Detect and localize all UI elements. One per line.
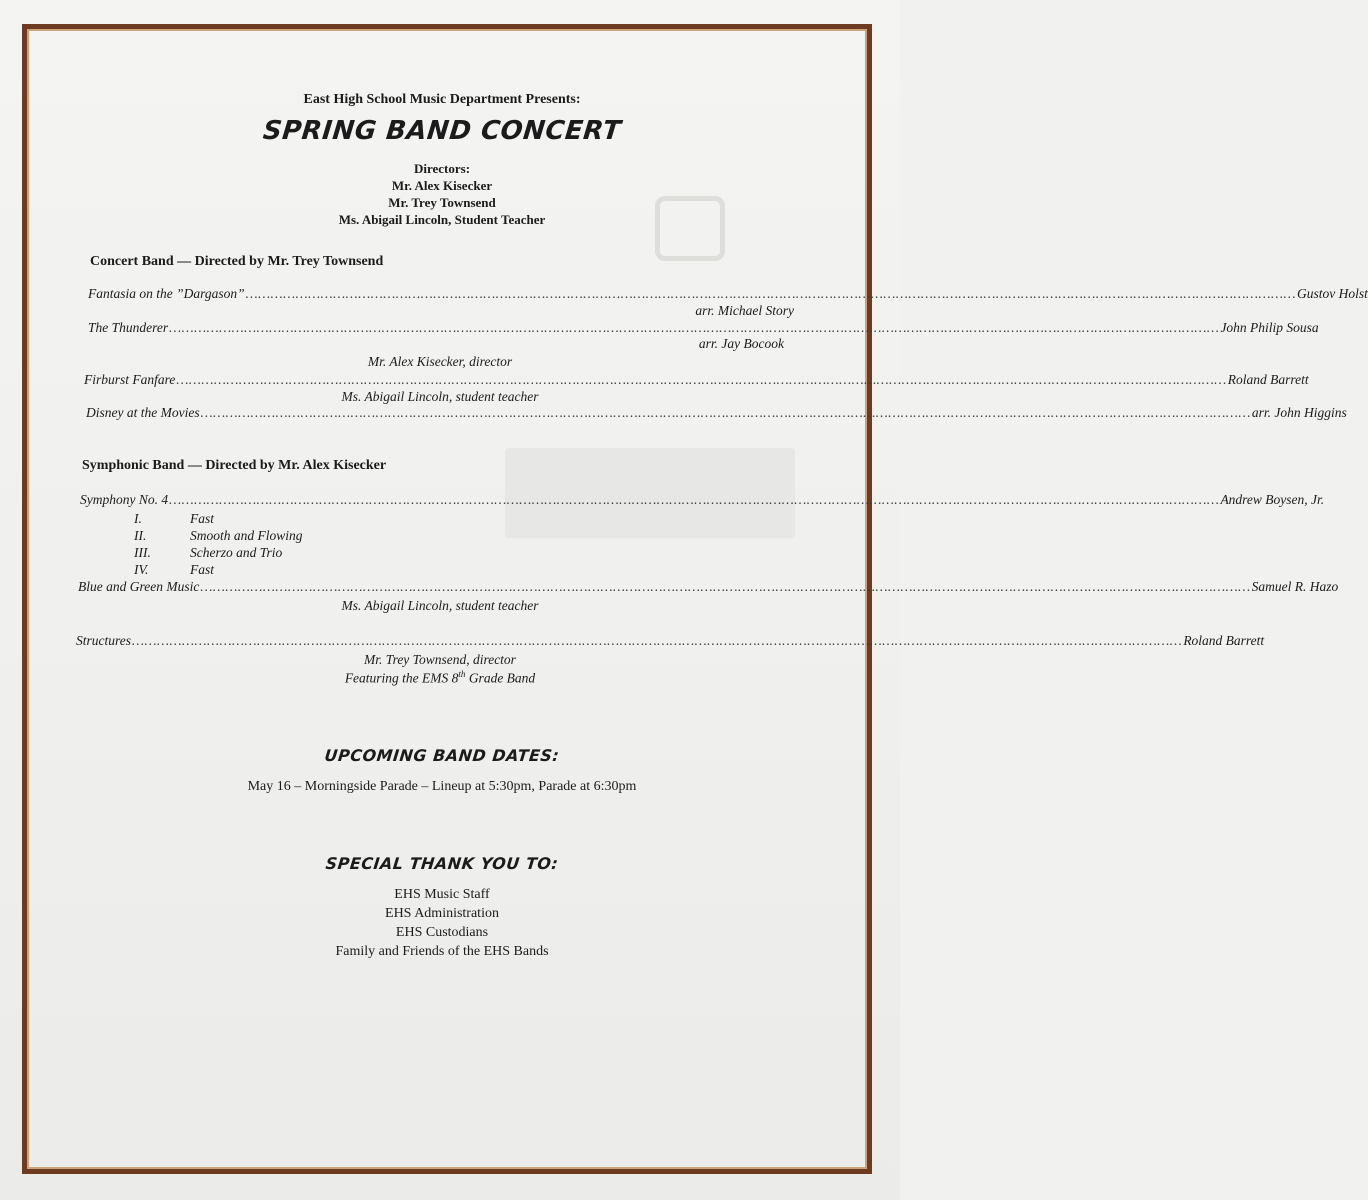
ordinal-suffix: th [458, 669, 466, 679]
leader-dots: ……………………………………………………………………………………………………………………………………………………………………………………………………………………………… [132, 633, 1183, 648]
directors-block [0, 160, 884, 228]
presents-line: East High School Music Department Presents: [303, 92, 581, 107]
piece-director-note: Mr. Alex Kisecker, director [367, 354, 513, 369]
director-name: Ms. Abigail Lincoln, Student Teacher [338, 212, 546, 227]
upcoming-event: May 16 – Morningside Parade – Lineup at 5:30pm, Parade at 6:30pm [247, 779, 637, 794]
piece-title: Firburst Fanfare [84, 372, 176, 387]
program-row [88, 320, 1319, 336]
thanks-title: SPECIAL THANK YOU TO: [324, 854, 560, 873]
piece-title: Disney at the Movies [86, 405, 200, 420]
thanks-item: EHS Administration [385, 906, 499, 921]
concert-band-heading: Concert Band — Directed by Mr. Trey Townsend [90, 254, 384, 269]
program-row [86, 405, 1347, 421]
program-row [88, 286, 1368, 302]
leader-dots: ……………………………………………………………………………………………………………………………………………………………………………………………………………………………… [245, 286, 1296, 301]
movement [134, 528, 303, 544]
piece-title: Fantasia on the ”Dargason” [88, 286, 245, 301]
piece-title: The Thunderer [88, 320, 169, 335]
program-row [84, 372, 1309, 388]
upcoming-title: UPCOMING BAND DATES: [323, 746, 561, 765]
piece-director-note: Mr. Trey Townsend, director [364, 652, 516, 667]
movement [134, 562, 214, 578]
featuring-text: Grade Band [465, 670, 536, 686]
movement-name: Fast [190, 511, 215, 526]
program-row [76, 633, 1265, 649]
piece-arranger: arr. Michael Story [695, 303, 794, 318]
leader-dots: ……………………………………………………………………………………………………………………………………………………………………………………………………………………………… [176, 372, 1227, 387]
piece-composer: Roland Barrett [1183, 633, 1265, 648]
movement [134, 511, 214, 527]
piece-composer: John Philip Sousa [1220, 320, 1319, 335]
leader-dots: ……………………………………………………………………………………………………………………………………………………………………………………………………………………………… [169, 320, 1220, 335]
movement-name: Scherzo and Trio [190, 545, 283, 560]
piece-composer: arr. John Higgins [1251, 405, 1347, 420]
piece-composer: Andrew Boysen, Jr. [1220, 492, 1325, 507]
thanks-item: Family and Friends of the EHS Bands [335, 944, 549, 959]
piece-title: Symphony No. 4 [80, 492, 169, 507]
director-name: Mr. Trey Townsend [388, 195, 496, 210]
thanks-item: EHS Music Staff [394, 887, 490, 902]
featuring-text: Featuring the EMS 8 [344, 670, 459, 686]
movement-number: III. [134, 545, 151, 560]
leader-dots: ……………………………………………………………………………………………………………………………………………………………………………………………………………………………… [200, 579, 1251, 594]
program-row [80, 492, 1325, 508]
movement-name: Smooth and Flowing [190, 528, 303, 543]
movement-number: I. [134, 511, 142, 526]
piece-composer: Samuel R. Hazo [1251, 579, 1339, 594]
leader-dots: ……………………………………………………………………………………………………………………………………………………………………………………………………………………………… [200, 405, 1251, 420]
featuring-note [280, 669, 600, 687]
piece-composer: Gustov Holst [1296, 286, 1368, 301]
thanks-item: EHS Custodians [395, 925, 489, 940]
piece-title: Structures [76, 633, 131, 648]
movement-name: Fast [190, 562, 215, 577]
directors-heading: Directors: [413, 161, 471, 176]
thanks-list [240, 885, 644, 961]
symphonic-band-heading: Symphonic Band — Directed by Mr. Alex Kisecker [82, 458, 387, 473]
movement-number: II. [134, 528, 147, 543]
piece-title: Blue and Green Music [78, 579, 200, 594]
piece-director-note: Ms. Abigail Lincoln, student teacher [341, 389, 539, 404]
movement [134, 545, 282, 561]
piece-director-note: Ms. Abigail Lincoln, student teacher [341, 598, 539, 613]
leader-dots: ……………………………………………………………………………………………………………………………………………………………………………………………………………………………… [169, 492, 1220, 507]
director-name: Mr. Alex Kisecker [391, 178, 493, 193]
concert-title: SPRING BAND CONCERT [261, 116, 623, 146]
movement-number: IV. [134, 562, 149, 577]
piece-arranger: arr. Jay Bocook [698, 336, 784, 351]
program-row [78, 579, 1339, 595]
piece-composer: Roland Barrett [1227, 372, 1309, 387]
